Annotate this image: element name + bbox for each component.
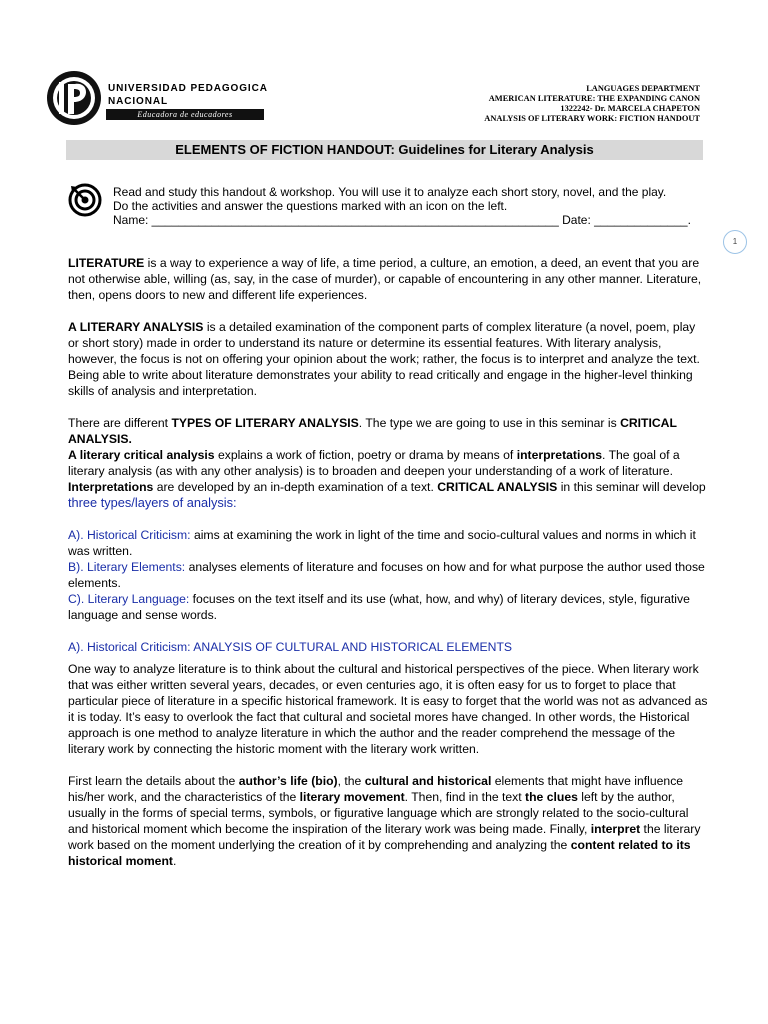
critical-e: Interpretations (68, 480, 154, 494)
critical-analysis-term: CRITICAL ANALYSIS. (68, 416, 677, 446)
paragraph-critical-analysis (68, 447, 708, 511)
dept-line-3: 1322242- Dr. MARCELA CHAPETON (560, 104, 700, 113)
university-name-line2: NACIONAL (108, 96, 168, 107)
steps-l: content related to its historical moment (68, 838, 691, 868)
document-body (68, 255, 708, 869)
steps-m: . (172, 854, 177, 868)
literature-text: is a way to experience a way of life, a time period, a culture, an emotion, a deed, an event that you are not otherwise able, willing (as, say, in the case of murder), or capable of encountering in any other manner. Literature, then, opens doors to new and different life experiences. (68, 256, 702, 302)
dept-line-2: AMERICAN LITERATURE: THE EXPANDING CANON (488, 94, 700, 103)
paragraph-literature (68, 255, 708, 303)
steps-b: author’s life (bio) (238, 774, 338, 788)
paragraph-types (68, 415, 708, 447)
types-term: TYPES OF LITERARY ANALYSIS (171, 416, 359, 430)
page-number: 1 (723, 230, 747, 254)
term-literature: LITERATURE (68, 256, 145, 270)
steps-i: left by the author, usually in the forms of special terms, symbols, or figurative language which are strongly related to the socio-cultural and historical moment which become the inspiration of the literary work was being made. Finally, (68, 790, 689, 836)
department-header (484, 84, 700, 124)
types-text-c: . The type we are going to use in this seminar is (358, 416, 621, 430)
dept-line-4: ANALYSIS OF LITERARY WORK: FICTION HANDOUT (484, 114, 700, 123)
university-name (108, 82, 268, 108)
critical-d: . The goal of a literary analysis (as with any other analysis) is to broaden and deepen your understanding of a work of literature. (68, 448, 680, 478)
type-c-label: C). Literary Language: (68, 592, 190, 606)
type-a-text: aims at examining the work in light of the time and socio-cultural values and norms in which it was written. (68, 528, 696, 558)
steps-f: literary movement (299, 790, 405, 804)
intro-line-2: Do the activities and answer the questions marked with an icon on the left. (113, 199, 508, 213)
type-b-text: analyses elements of literature and focuses on how and for what purpose the author used those elements. (68, 560, 705, 590)
university-name-line1: UNIVERSIDAD PEDAGOGICA (108, 83, 268, 94)
section-heading: A). Historical Criticism: ANALYSIS OF CULTURAL AND HISTORICAL ELEMENTS (68, 640, 513, 654)
steps-h: the clues (525, 790, 578, 804)
three-types-highlight: three types/layers of analysis: (68, 495, 237, 510)
page-title: ELEMENTS OF FICTION HANDOUT: Guidelines for Literary Analysis (175, 142, 594, 157)
university-motto: Educadora de educadores (106, 109, 264, 120)
steps-c: , the (337, 774, 365, 788)
critical-c: interpretations (516, 448, 603, 462)
type-a-label: A). Historical Criticism: (68, 528, 191, 542)
critical-g: CRITICAL ANALYSIS (437, 480, 558, 494)
critical-b: explains a work of fiction, poetry or drama by means of (214, 448, 517, 462)
steps-a: First learn the details about the (68, 774, 239, 788)
steps-d: cultural and historical (364, 774, 492, 788)
paragraph-steps (68, 773, 708, 869)
term-literary-analysis: A LITERARY ANALYSIS (68, 320, 204, 334)
critical-h: in this seminar will develop (557, 480, 706, 494)
steps-k: the literary work based on the moment underlying the creation of it by comprehending and analyzing the (68, 822, 701, 852)
steps-g: . Then, find in the text (404, 790, 526, 804)
critical-f: are developed by an in-depth examination of a text. (153, 480, 438, 494)
type-b-label: B). Literary Elements: (68, 560, 186, 574)
type-b-item (68, 559, 708, 591)
steps-j: interpret (590, 822, 641, 836)
critical-a: A literary critical analysis (68, 448, 215, 462)
paragraph-literary-analysis (68, 319, 708, 399)
name-date-line: Name: _____________________________________________________________ Date: ______________. (113, 213, 691, 227)
literary-analysis-text: is a detailed examination of the component parts of complex literature (a novel, poem, play or short story) made in order to understand its nature or determine its essential features. With literary analysis, however, the focus is not on offering your opinion about the work; rather, the focus is to interpret and analyze the text. Being able to write about literature demonstrates your ability to read critically and engage in the higher-level thinking skills of analysis and interpretation. (68, 320, 700, 398)
types-text-a: There are different (68, 416, 172, 430)
university-logo (46, 70, 102, 126)
target-icon (68, 183, 102, 217)
intro-line-1: Read and study this handout & workshop. You will use it to analyze each short story, novel, and the play. (113, 185, 667, 199)
dept-line-1: LANGUAGES DEPARTMENT (586, 84, 700, 93)
type-c-text: focuses on the text itself and its use (what, how, and why) of literary devices, style, figurative language and sense words. (68, 592, 690, 622)
type-c-item (68, 591, 708, 623)
intro-instructions (113, 185, 713, 227)
steps-e: elements that might have influence his/her work, and the characteristics of the (68, 774, 684, 804)
type-a-item (68, 527, 708, 559)
paragraph-historical: One way to analyze literature is to think about the cultural and historical perspectives of the piece. When literary work that was either written several years, decades, or even centuries ago, it is often easy for us to forget to place that particular piece of literature in a specific historical framework. It is easy to forget that the world was not as advanced as it is today. It’s easy to overlook the fact that cultural and societal mores have changed. In other words, the Historical approach is one method to analyze literature in which the author and the reader comprehend the message of the literary work by connecting the historic moment with the literary work written. (68, 662, 708, 756)
